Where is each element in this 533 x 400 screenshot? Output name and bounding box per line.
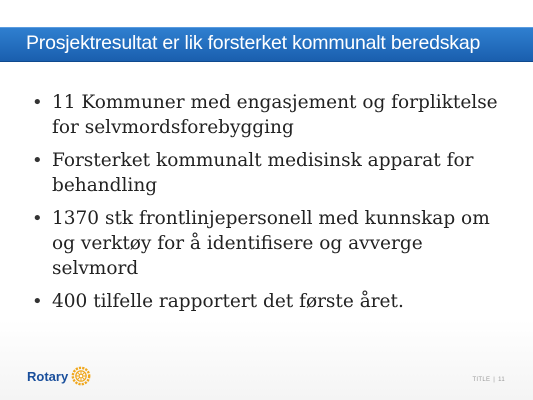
bullet-text: 1370 stk frontlinjepersonell med kunnskap om og verktøy for å identifisere og avverge selvmord [52,208,490,279]
bullet-text: Forsterket kommunalt medisinsk apparat for behandling [52,150,474,196]
bullet-item [30,289,510,314]
slide-title: Prosjektresultat er lik forsterket kommunalt beredskap [26,32,481,54]
footer-separator: | [493,377,496,383]
bullet-dot-icon: • [32,208,43,229]
slide-footer [472,377,505,383]
bullet-text: 11 Kommuner med engasjement og forpliktelse for selvmordsforebygging [52,92,498,138]
bullet-dot-icon: • [32,92,43,113]
bullet-list [30,90,510,322]
bullet-item [30,206,510,281]
bullet-dot-icon: • [32,150,43,171]
bullet-text: 400 tilfelle rapportert det første året. [52,291,404,312]
bullet-item [30,148,510,198]
rotary-wheel-icon [71,366,91,386]
footer-label: TITLE [472,377,491,383]
bullet-dot-icon: • [32,291,43,312]
bullet-item [30,90,510,140]
page-number: 11 [498,377,505,383]
title-bar [0,27,533,62]
logo-text: Rotary [27,368,69,384]
rotary-logo [27,366,91,386]
